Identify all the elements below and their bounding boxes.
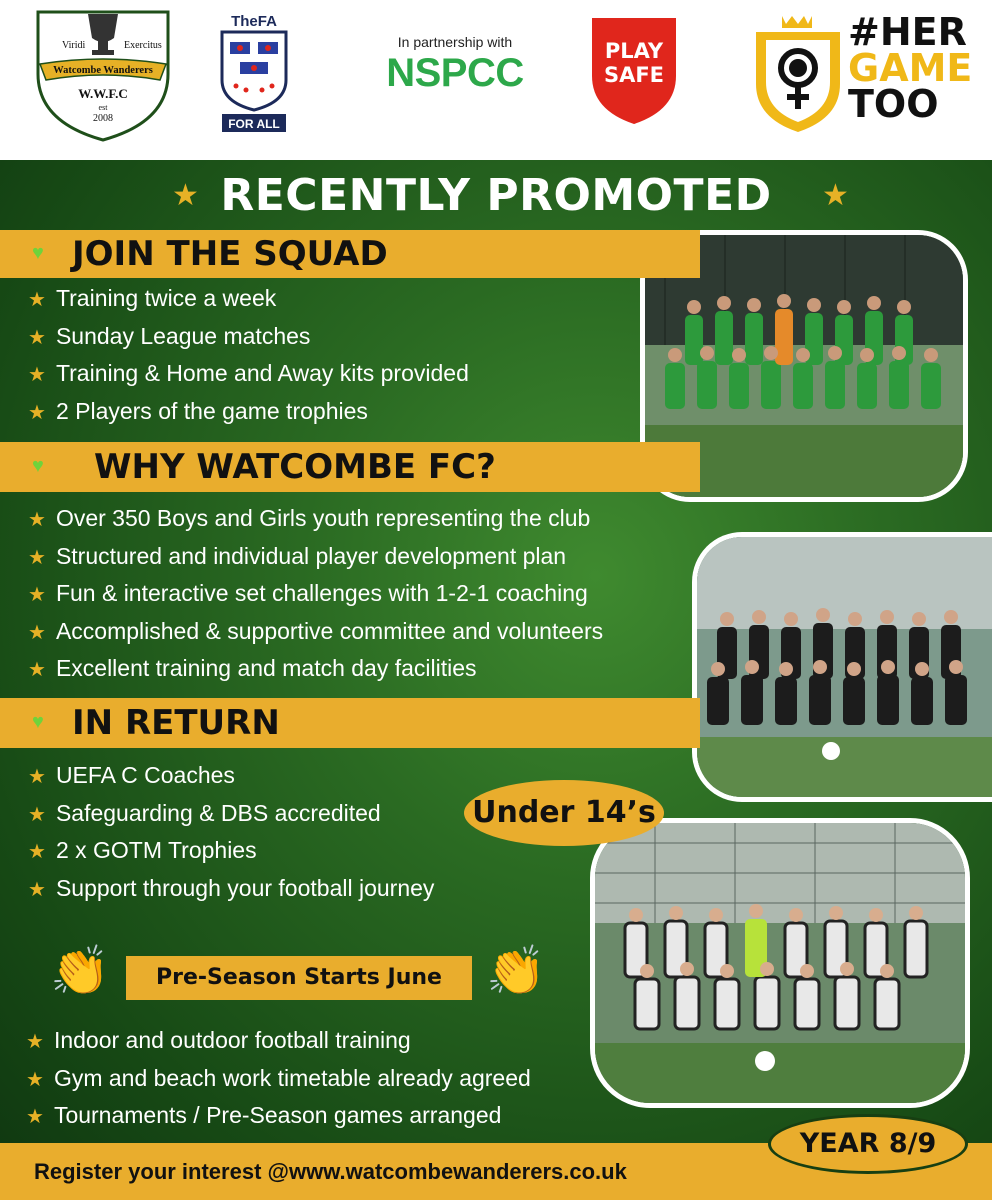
- star-bullet-icon: ★: [28, 401, 46, 424]
- star-bullet-icon: ★: [28, 659, 46, 681]
- list-item: ★ Accomplished & supportive committee and volunteers: [28, 617, 604, 644]
- play-safe-line2: SAFE: [603, 63, 665, 87]
- section-heading-in-return: IN RETURN: [72, 703, 280, 743]
- clapping-hands-icon: 👏: [50, 945, 110, 998]
- list-item: ★ Structured and individual player development plan: [28, 542, 567, 569]
- list-item: ★ 2 x GOTM Trophies: [28, 837, 257, 863]
- her-game-too-logo: [752, 10, 973, 134]
- age-group-badge: Under 14’s: [464, 780, 664, 846]
- star-bullet-icon: ★: [28, 584, 46, 606]
- register-interest-text[interactable]: Register your interest @www.watcombewanderers.co.uk: [34, 1159, 627, 1184]
- list-item: ★ 2 Players of the game trophies: [28, 397, 368, 424]
- sponsor-header: [0, 0, 992, 160]
- team-photo-squad-black: [692, 532, 992, 802]
- star-bullet-icon: ★: [26, 1031, 44, 1053]
- the-fa-logo: [216, 10, 292, 132]
- section-band-join-squad: [0, 230, 700, 278]
- crest-year: 2008: [93, 113, 113, 124]
- list-item: ★ Support through your football journey: [28, 874, 435, 901]
- list-item: ★ Indoor and outdoor football training: [26, 1027, 411, 1053]
- clapping-hands-icon: 👏: [486, 945, 546, 998]
- nspcc-logo: [370, 34, 540, 104]
- recruitment-poster: [0, 160, 992, 1200]
- crest-banner-text: Watcombe Wanderers: [53, 65, 153, 76]
- star-icon: ★: [172, 179, 199, 212]
- play-safe-line1: PLAY: [604, 39, 664, 63]
- list-item: ★ Over 350 Boys and Girls youth representing the club: [28, 505, 591, 531]
- list-item: ★ Sunday League matches: [28, 322, 311, 349]
- list-item: ★ Gym and beach work timetable already agreed: [26, 1064, 531, 1091]
- hg-line2: GAME: [848, 46, 973, 90]
- crest-left-word: Viridi: [62, 40, 86, 51]
- list-item: ★ Training twice a week: [28, 285, 277, 311]
- list-item: ★ Safeguarding & DBS accredited: [28, 799, 381, 826]
- green-heart-icon: ♥: [32, 242, 44, 264]
- nspcc-partnership-text: In partnership with: [397, 34, 513, 50]
- team-photo-squad-stripes: [590, 818, 970, 1108]
- title-row: [0, 166, 992, 226]
- preseason-heading: Pre-Season Starts June: [126, 956, 472, 1000]
- section-band-why-watcombe: [0, 442, 700, 492]
- nspcc-name: NSPCC: [386, 51, 524, 95]
- play-safe-shield-logo: [588, 14, 680, 126]
- star-icon: ★: [822, 179, 849, 212]
- list-join-squad: [28, 280, 469, 430]
- poster-title: RECENTLY PROMOTED: [220, 170, 772, 221]
- star-bullet-icon: ★: [28, 766, 46, 788]
- star-bullet-icon: ★: [26, 1068, 44, 1091]
- star-bullet-icon: ★: [28, 546, 46, 569]
- hg-line3: TOO: [848, 82, 939, 126]
- star-bullet-icon: ★: [28, 841, 46, 863]
- green-heart-icon: ♥: [32, 455, 44, 477]
- crest-est: est: [98, 103, 108, 112]
- star-bullet-icon: ★: [26, 1106, 44, 1128]
- list-item: ★ Excellent training and match day facilities: [28, 655, 477, 681]
- hg-line1: #HER: [848, 10, 967, 54]
- year-group-badge: YEAR 8/9: [768, 1114, 968, 1174]
- star-bullet-icon: ★: [28, 878, 46, 901]
- crest-right-word: Exercitus: [124, 40, 162, 51]
- section-heading-join-squad: JOIN THE SQUAD: [72, 234, 388, 274]
- crest-initials: W.W.F.C: [78, 86, 128, 101]
- star-bullet-icon: ★: [28, 803, 46, 826]
- list-in-return: [28, 757, 434, 907]
- list-item: ★ Fun & interactive set challenges with 1-2-1 coaching: [28, 580, 588, 606]
- list-why-watcombe: [28, 500, 603, 688]
- fa-top-text: TheFA: [231, 13, 277, 30]
- list-item: ★ Tournaments / Pre-Season games arranged: [26, 1102, 502, 1128]
- list-preseason: [26, 1022, 531, 1135]
- list-item: ★ Training & Home and Away kits provided: [28, 360, 469, 386]
- star-bullet-icon: ★: [28, 509, 46, 531]
- section-band-in-return: [0, 698, 700, 748]
- fa-bottom-text: FOR ALL: [228, 117, 280, 131]
- star-bullet-icon: ★: [28, 364, 46, 386]
- her-game-too-text: [848, 10, 973, 126]
- green-heart-icon: ♥: [32, 711, 44, 733]
- wwfc-crest-logo: [28, 4, 178, 142]
- star-bullet-icon: ★: [28, 621, 46, 644]
- list-item: ★ UEFA C Coaches: [28, 762, 235, 788]
- section-heading-why-watcombe: WHY WATCOMBE FC?: [94, 447, 496, 487]
- star-bullet-icon: ★: [28, 289, 46, 311]
- star-bullet-icon: ★: [28, 326, 46, 349]
